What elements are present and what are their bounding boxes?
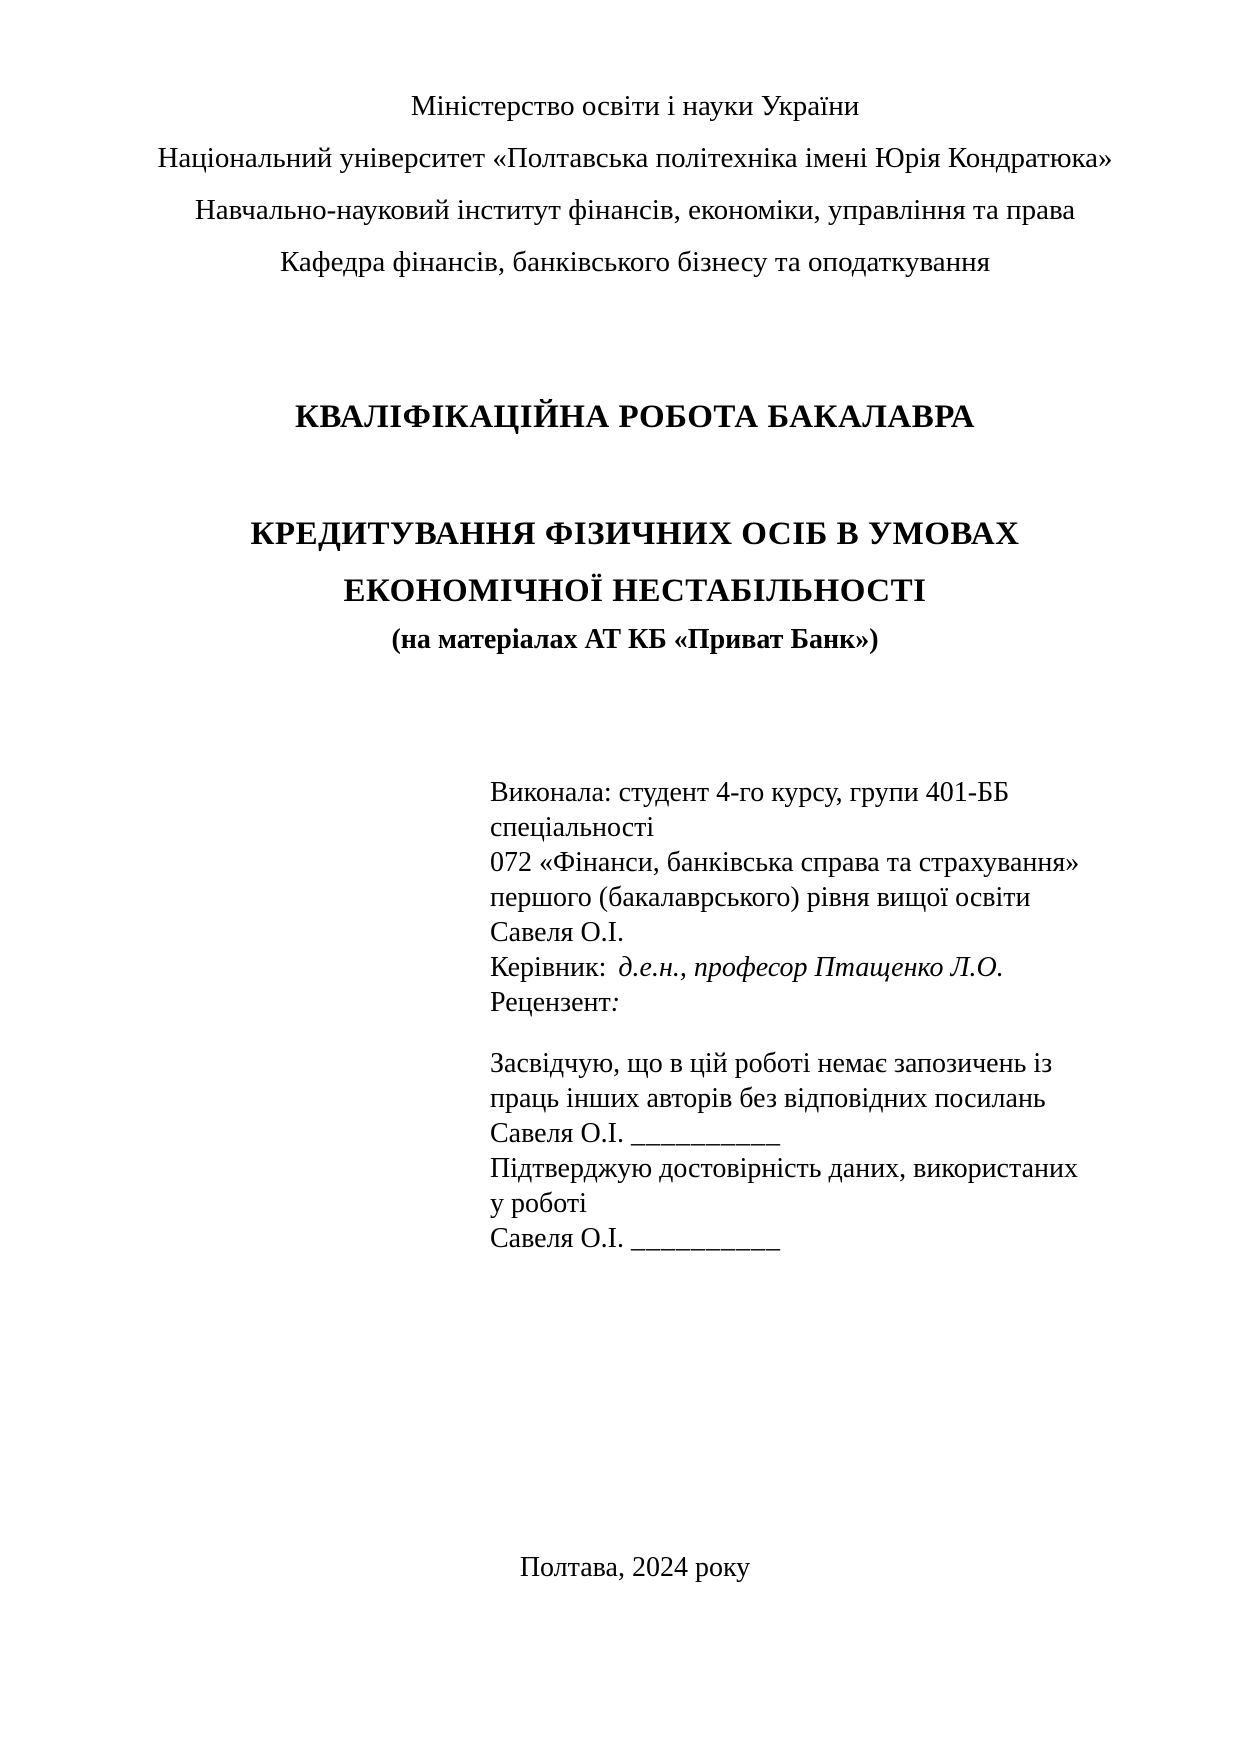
education-level-line: першого (бакалаврського) рівня вищої освіти [490,882,1031,913]
department-line: Кафедра фінансів, банківського бізнесу та оподаткування [279,246,991,278]
signature-1-blank: __________ [630,1118,781,1149]
signature-2-name: Савеля О.І. [490,1223,624,1254]
thesis-title-line-1: КРЕДИТУВАННЯ ФІЗИЧНИХ ОСІБ В УМОВАХ [250,516,1020,552]
author-info-block [490,775,1130,1020]
work-type-heading: КВАЛІФІКАЦІЙНА РОБОТА БАКАЛАВРА [294,399,975,435]
signature-2-blank: __________ [630,1223,781,1254]
performed-by-line: Виконала: студент 4-го курсу, групи 401-ББ [490,777,1010,808]
declaration-block [490,1046,1130,1256]
signature-line-2 [490,1221,1130,1256]
institute-line: Навчально-науковий інститут фінансів, економіки, управління та права [194,194,1076,226]
reviewer-colon: : [610,987,621,1018]
declaration-2-line-1: Підтверджую достовірність даних, використаних [490,1153,1078,1184]
university-line: Національний університет «Полтавська політехніка імені Юрія Кондратюка» [157,142,1113,174]
supervisor-line [490,950,1130,985]
thesis-subtitle: (на матеріалах АТ КБ «Приват Банк») [391,624,879,655]
author-name-line: Савеля О.І. [490,917,624,948]
signature-1-name: Савеля О.І. [490,1118,624,1149]
declaration-1-line-1: Засвідчую, що в цій роботі немає запозичень із [490,1048,1053,1079]
specialty-code-line: 072 «Фінанси, банківська справа та страхування» [490,847,1080,878]
declaration-2-line-2: у роботі [490,1188,587,1219]
specialty-word-line: спеціальності [490,812,655,843]
reviewer-label: Рецензент [490,987,611,1018]
declaration-1-line-2: праць інших авторів без відповідних посилань [490,1083,1046,1114]
supervisor-name: д.е.н., професор Птащенко Л.О. [618,952,1004,983]
supervisor-label: Керівник: [490,952,607,983]
university-header [115,80,1155,288]
thesis-title-line-2: ЕКОНОМІЧНОЇ НЕСТАБІЛЬНОСТІ [343,573,927,609]
reviewer-line [490,985,1130,1020]
ministry-line: Міністерство освіти і науки України [410,90,860,122]
signature-line-1 [490,1116,1130,1151]
city-year-line: Полтава, 2024 року [519,1552,751,1583]
thesis-title [115,506,1155,620]
